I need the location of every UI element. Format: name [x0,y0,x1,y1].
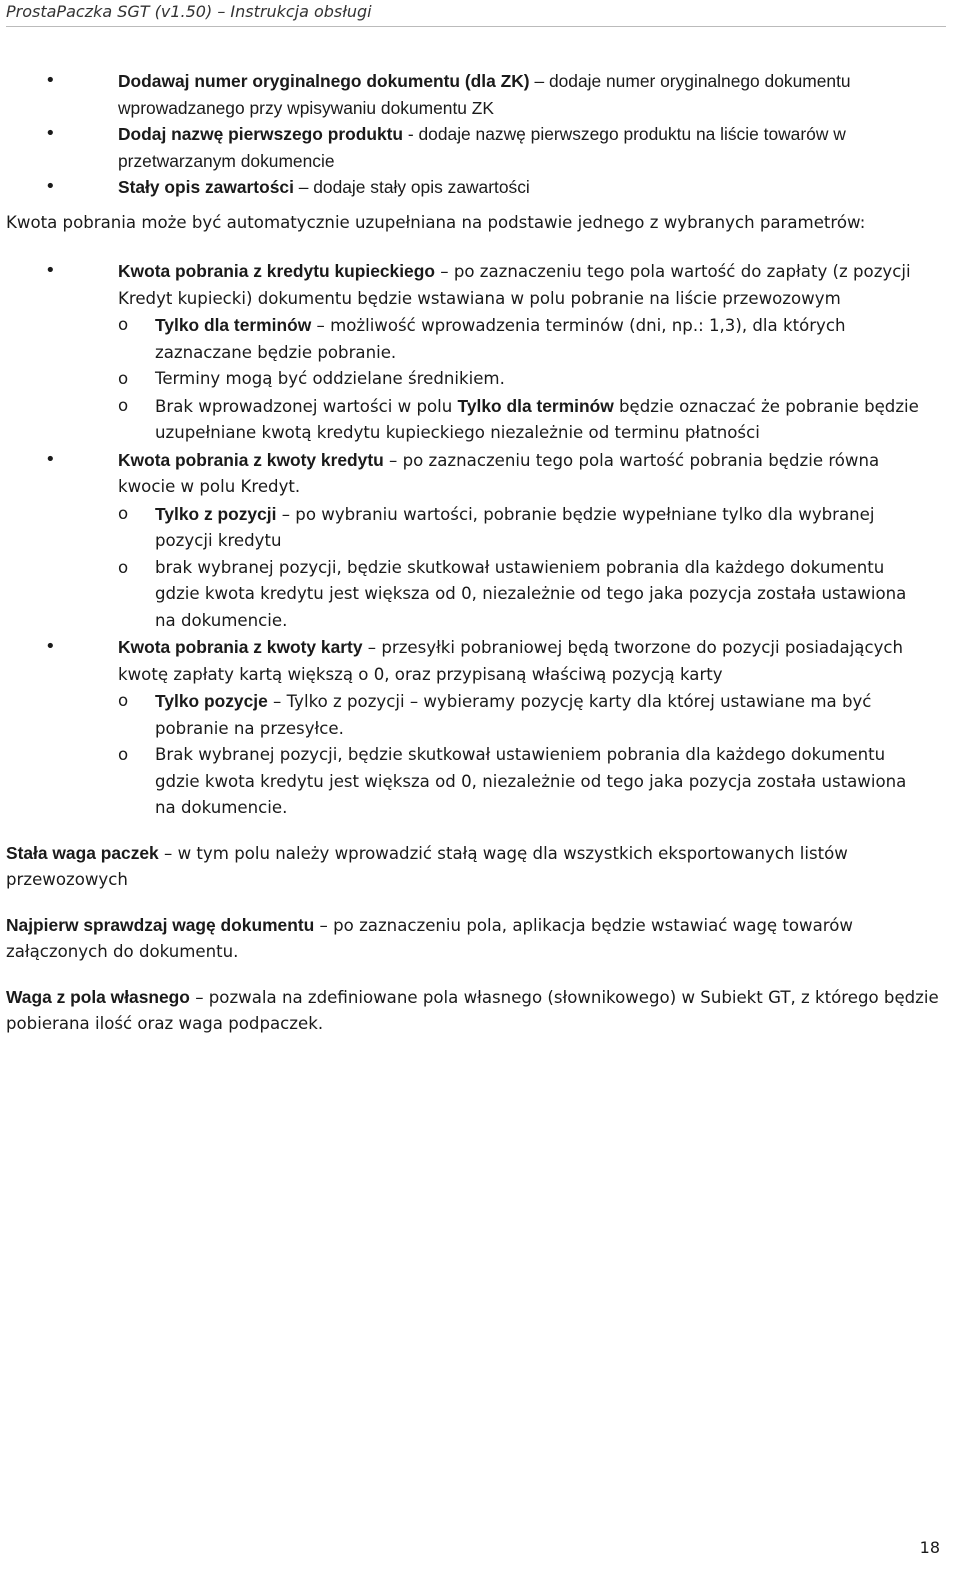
option-term: Kwota pobrania z kwoty kredytu [118,449,384,470]
document-body [0,68,960,1038]
paragraph-text: – po zaznaczeniu pola, aplikacja będzie wstawiać wagę towarów załączonych do dokumentu. [6,915,853,961]
sub-list-item [118,555,930,635]
option-text: – po zaznaczeniu tego pola wartość pobrania będzie równa kwocie w polu Kredyt. [118,450,880,496]
list-item [0,258,960,447]
sub-list [118,501,930,635]
paragraph-term: Stała waga paczek [6,842,159,863]
sub-text: – możliwość wprowadzenia terminów (dni, np.: 1,3), dla których zaznaczane będzie pobranie. [155,316,846,362]
paragraph-text: – pozwala na zdefiniowane pola własnego (słownikowego) w Subiekt GT, z którego będzie pobierana ilość oraz waga podpaczek. [6,987,939,1033]
sub-term: Tylko pozycje [155,691,268,711]
kwota-intro: Kwota pobrania może być automatycznie uzupełniana na podstawie jednego z wybranych parametrów: [6,212,866,232]
kwota-list [0,258,960,822]
sub-list-item [118,366,930,393]
list-item [0,447,960,635]
sub-pre: Brak wprowadzonej wartości w polu [155,396,458,416]
option-text: – dodaje numer oryginalnego dokumentu wprowadzanego przy wpisywaniu dokumentu ZK [118,71,851,118]
option-term: Dodaj nazwę pierwszego produktu [118,124,404,144]
sub-text: Terminy mogą być oddzielane średnikiem. [155,369,505,388]
sub-term: Tylko dla terminów [155,315,312,335]
sub-list [118,312,930,447]
option-text: – dodaje stały opis zawartości [293,177,530,197]
sub-text: – po wybraniu wartości, pobranie będzie wypełniane tylko dla wybranej pozycji kredytu [155,504,875,550]
list-item [0,174,960,201]
sub-list-item [118,312,930,366]
paragraph [0,840,960,894]
option-term: Kwota pobrania z kredytu kupieckiego [118,261,435,281]
sub-list [118,688,930,822]
sub-text: brak wybranej pozycji, będzie skutkował ustawieniem pobrania dla każdego dokumentu gdzie kwota kredytu jest większa od 0, niezależnie od tego jaka pozycja została ustawiona na dokumencie. [155,557,907,630]
sub-term: Tylko dla terminów [457,395,614,416]
paragraph-term: Najpierw sprawdzaj wagę dokumentu [6,914,315,935]
sub-text: będzie oznaczać że pobranie będzie uzupełniane kwotą kredytu kupieckiego niezależnie od terminu płatności [155,396,919,442]
sub-text: Brak wybranej pozycji, będzie skutkował ustawieniem pobrania dla każdego dokumentu gdzie kwota kredytu jest większa od 0, niezależnie od tego jaka pozycja została ustawiona na dokumencie. [155,745,907,817]
paragraph [0,912,960,966]
sub-list-item [118,688,930,742]
option-text: – przesyłki pobraniowej będą tworzone do pozycji posiadających kwotę zapłaty kartą większą o 0, oraz przypisaną właściwą pozycją karty [118,638,904,684]
sub-term: Tylko z pozycji [155,503,277,524]
paragraph-text: – w tym polu należy wprowadzić stałą wagę dla wszystkich eksportowanych listów przewozowych [6,843,848,889]
sub-text: – Tylko z pozycji – wybieramy pozycję karty dla której ustawiane ma być pobranie na przesyłce. [155,692,872,738]
sub-list-item [118,742,930,822]
list-item [0,68,960,121]
paragraph-term: Waga z pola własnego [6,986,190,1007]
option-term: Dodawaj numer oryginalnego dokumentu (dla ZK) [118,71,530,91]
option-term: Kwota pobrania z kwoty karty [118,637,363,657]
option-text: - dodaje nazwę pierwszego produktu na liście towarów w przetwarzanym dokumencie [118,124,846,171]
option-text: – po zaznaczeniu tego pola wartość do zapłaty (z pozycji Kredyt kupiecki) dokumentu będzie wstawiana w polu pobranie na liście przewozowym [118,262,911,308]
paragraph [0,984,960,1038]
page-header: ProstaPaczka SGT (v1.50) – Instrukcja obsługi [6,2,946,27]
option-term: Stały opis zawartości [118,177,294,197]
sub-list-item [118,393,930,447]
page-number: 18 [919,1538,940,1557]
sub-list-item [118,501,930,555]
list-item [0,634,960,822]
options-list [0,68,960,201]
list-item [0,121,960,174]
